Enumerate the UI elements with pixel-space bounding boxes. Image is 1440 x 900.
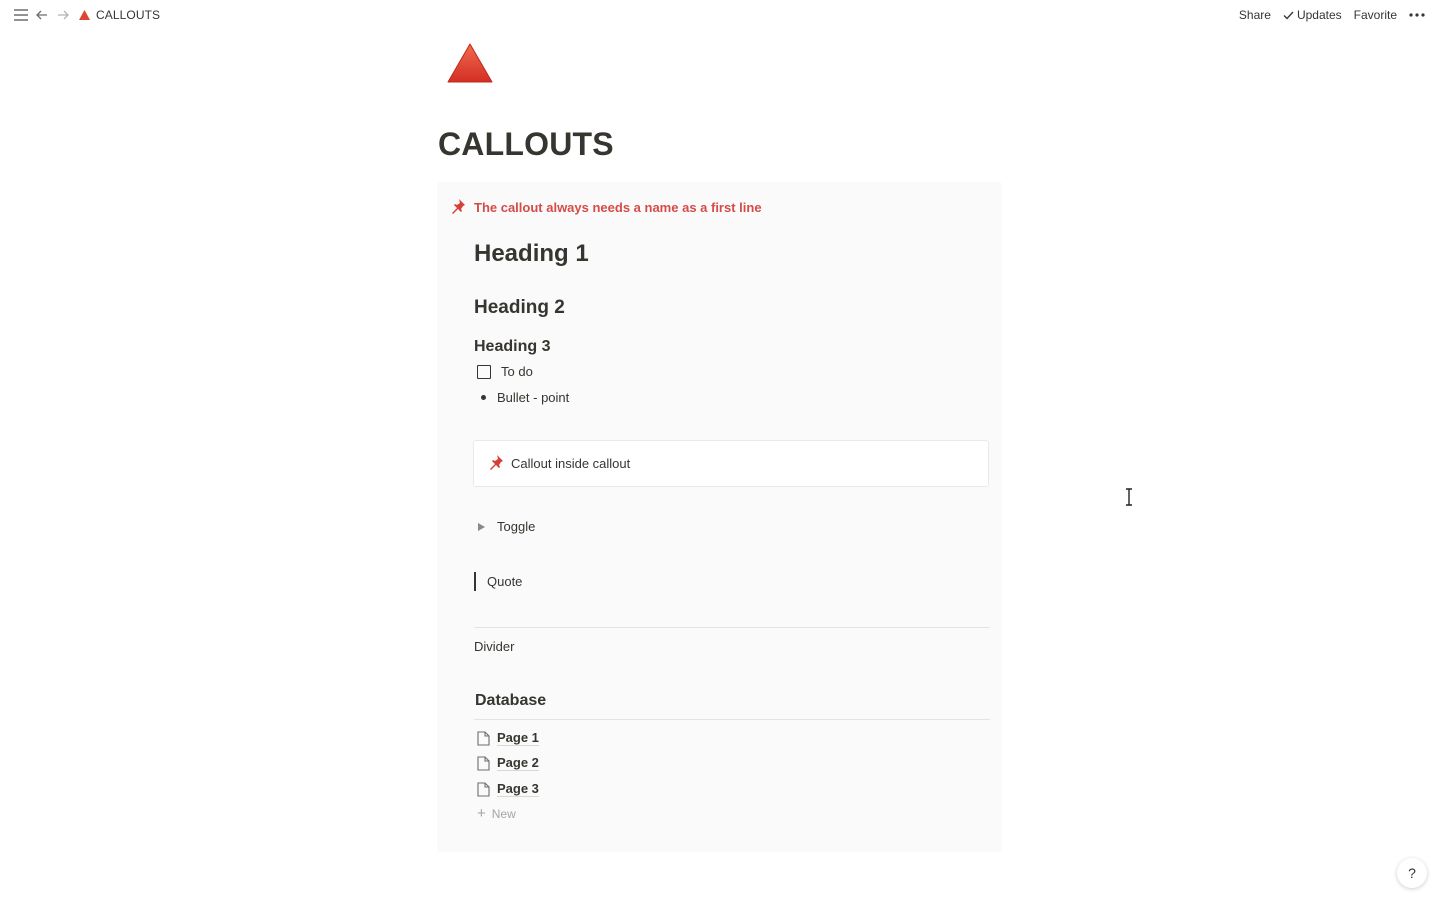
red-triangle-icon [446,42,494,84]
callout-block [437,182,1002,852]
checkmark-icon [1283,11,1294,20]
database-row[interactable] [477,755,539,771]
database-row-label: Page 2 [497,755,539,770]
more-options-icon[interactable] [1409,13,1428,17]
new-page-button[interactable] [477,807,516,821]
divider-text: Divider [474,639,515,654]
database-row-label: Page 3 [497,781,539,796]
database-row-label: Page 1 [497,730,539,745]
heading-1: Heading 1 [474,240,589,267]
callout-title-text: The callout always needs a name as a first line [474,200,762,215]
bullet-item [481,390,569,405]
inner-callout-text: Callout inside callout [511,456,631,471]
help-button[interactable]: ? [1397,858,1427,888]
database-title[interactable]: Database [475,692,547,709]
todo-checkbox[interactable] [477,365,491,379]
share-button[interactable]: Share [1238,8,1271,22]
page-icon [477,756,490,771]
divider [474,627,990,628]
back-arrow-icon[interactable] [33,6,51,24]
updates-button[interactable] [1283,8,1342,22]
red-triangle-icon [79,10,90,20]
todo-item [477,364,533,379]
forward-arrow-icon[interactable] [54,6,72,24]
page-icon[interactable] [446,42,494,89]
topbar-right [1227,8,1428,22]
text-cursor-icon [1124,488,1134,511]
toggle-triangle-icon[interactable] [478,523,485,531]
page-icon [477,782,490,797]
menu-icon[interactable] [12,6,30,24]
todo-label: To do [501,364,533,379]
quote-block: Quote [474,572,522,591]
pushpin-icon[interactable] [450,198,466,217]
callout-title [450,198,762,217]
plus-icon: + [477,805,486,822]
database-row[interactable] [477,781,539,797]
new-label: New [491,807,516,821]
topbar-left [12,6,160,24]
pushpin-icon[interactable] [488,454,504,473]
database-divider [474,719,990,720]
inner-callout [473,440,989,487]
updates-label: Updates [1296,8,1342,22]
bullet-dot-icon [481,395,486,400]
toggle-label: Toggle [497,519,536,534]
toggle-block[interactable] [478,519,535,534]
favorite-button[interactable]: Favorite [1353,8,1397,22]
database-row[interactable] [477,730,539,746]
heading-2: Heading 2 [474,297,565,318]
top-bar [0,0,1440,30]
bullet-label: Bullet - point [497,390,570,405]
heading-3: Heading 3 [474,338,551,355]
breadcrumb-label: CALLOUTS [96,8,161,22]
page-icon [477,731,490,746]
page-title: CALLOUTS [438,126,614,162]
breadcrumb[interactable] [79,8,160,22]
